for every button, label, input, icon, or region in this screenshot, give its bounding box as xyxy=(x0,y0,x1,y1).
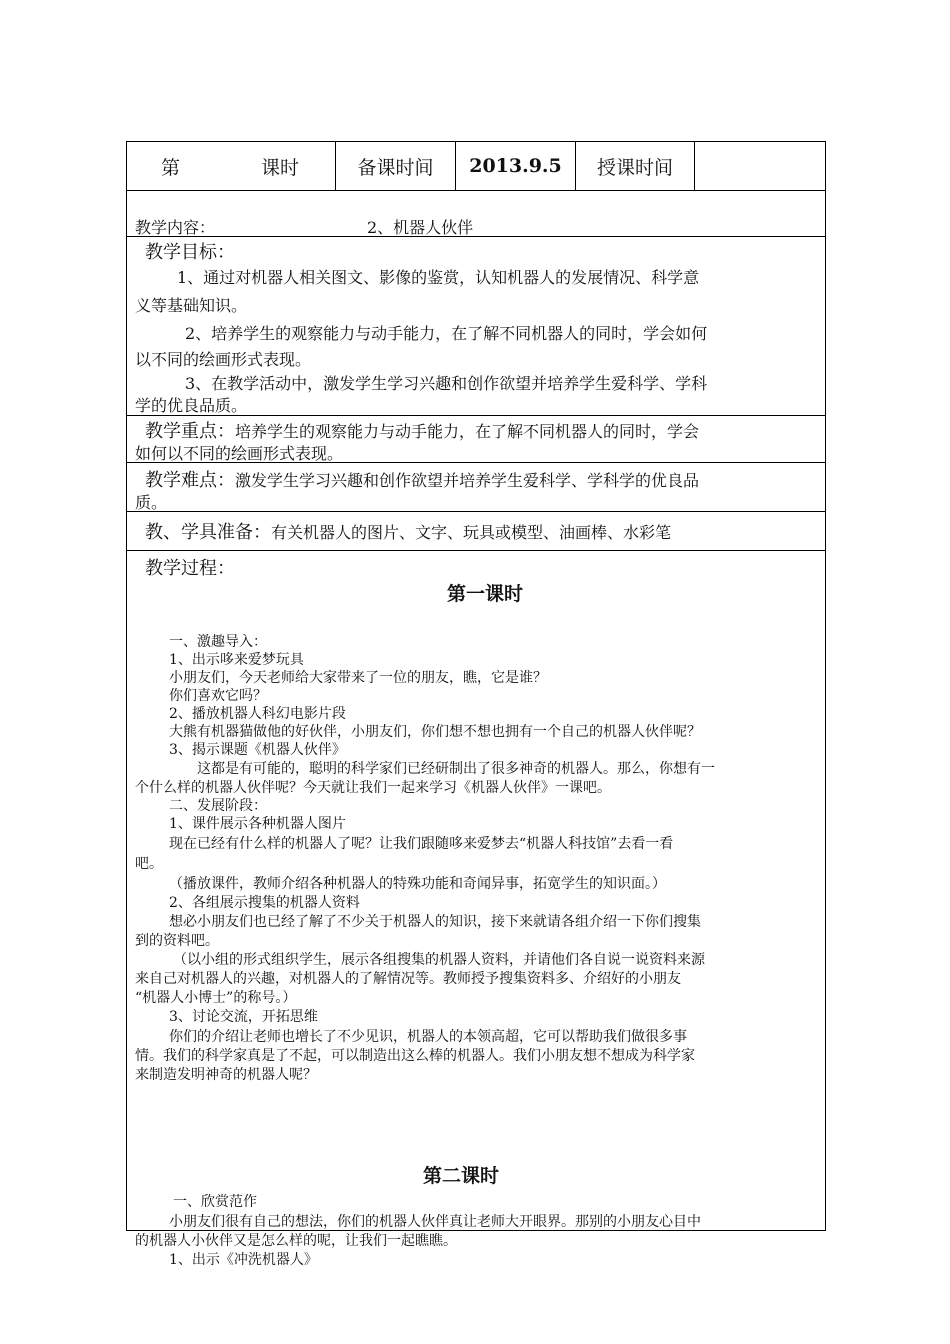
process-line: 小朋友们，今天老师给大家带来了一位的朋友，瞧，它是谁？ xyxy=(169,670,547,686)
process-line: 来自己对机器人的兴趣，对机器人的了解情况等。教师授予搜集资料多、介绍好的小朋友 xyxy=(135,971,681,987)
objectives-heading: 教学目标： xyxy=(145,242,235,263)
key-points-line xyxy=(145,417,699,443)
process-line: 你们喜欢它吗？ xyxy=(169,688,267,704)
process-line: 1、课件展示各种机器人图片 xyxy=(169,816,346,832)
lesson2-title: 第二课时 xyxy=(423,1165,500,1187)
process-line: 1、出示《冲洗机器人》 xyxy=(169,1252,318,1268)
process-line: 你们的介绍让老师也增长了不少见识，机器人的本领高超，它可以帮助我们做很多事 xyxy=(169,1029,687,1045)
process-line: 这都是有可能的，聪明的科学家们已经研制出了很多神奇的机器人。那么，你想有一 xyxy=(197,761,715,777)
objective-line: 学的优良品质。 xyxy=(135,396,248,415)
process-line: 一、欣赏范作 xyxy=(173,1194,257,1210)
period-cell xyxy=(127,142,336,190)
prep-time-value: 2013.9.5 xyxy=(469,155,562,177)
process-line: 一、激趣导入： xyxy=(169,634,267,650)
process-line: 吧。 xyxy=(135,856,163,872)
objective-line: 以不同的绘画形式表现。 xyxy=(135,350,312,369)
process-line: 3、揭示课题《机器人伙伴》 xyxy=(169,742,346,758)
process-line: 现在已经有什么样的机器人了呢？让我们跟随哆来爱梦去“机器人科技馆”去看一看 xyxy=(169,836,674,852)
prep-time-label: 备课时间 xyxy=(357,156,434,179)
period-label: 第 xyxy=(161,156,181,179)
difficulties-text: 激发学生学习兴趣和创作欲望并培养学生爱科学、学科学的优良品 xyxy=(235,471,700,490)
process-line: 个什么样的机器人伙伴呢？今天就让我们一起来学习《机器人伙伴》一课吧。 xyxy=(135,780,611,796)
prep-time-label-cell xyxy=(336,142,456,190)
process-line: 的机器人小伙伴又是怎么样的呢，让我们一起瞧瞧。 xyxy=(135,1233,457,1249)
process-line: 到的资料吧。 xyxy=(135,933,219,949)
key-points-text-2: 如何以不同的绘画形式表现。 xyxy=(135,444,344,463)
lesson-plan-table xyxy=(126,141,826,1268)
process-line: 情。我们的科学家真是了不起，可以制造出这么棒的机器人。我们小朋友想不想成为科学家 xyxy=(135,1048,695,1064)
materials-line xyxy=(145,518,671,544)
objective-line: 义等基础知识。 xyxy=(135,296,248,315)
process-line: 二、发展阶段： xyxy=(169,798,267,814)
process-line: 1、出示哆来爱梦玩具 xyxy=(169,652,304,668)
materials-heading: 教、学具准备： xyxy=(145,522,271,543)
materials-row xyxy=(127,512,825,551)
teach-time-label: 授课时间 xyxy=(596,156,673,179)
objectives-row xyxy=(127,237,825,416)
process-line: “机器人小博士”的称号。） xyxy=(135,990,297,1006)
process-line: 2、播放机器人科幻电影片段 xyxy=(169,706,346,722)
process-line: 3、讨论交流，开拓思维 xyxy=(169,1009,318,1025)
teach-time-value-cell xyxy=(695,142,825,190)
key-points-row xyxy=(127,416,825,463)
difficulties-heading: 教学难点： xyxy=(145,470,235,491)
teach-time-label-cell xyxy=(576,142,695,190)
lesson1-title: 第一课时 xyxy=(447,583,524,605)
process-line: （播放课件，教师介绍各种机器人的特殊功能和奇闻异事，拓宽学生的知识面。） xyxy=(169,876,666,892)
process-line: 来制造发明神奇的机器人呢？ xyxy=(135,1067,317,1083)
difficulties-line xyxy=(145,466,699,492)
process-line: 想必小朋友们也已经了解了不少关于机器人的知识，接下来就请各组介绍一下你们搜集 xyxy=(169,914,701,930)
process-heading: 教学过程： xyxy=(145,558,235,579)
objective-line: 1、通过对机器人相关图文、影像的鉴赏，认知机器人的发展情况、科学意 xyxy=(177,268,700,287)
process-line: 2、各组展示搜集的机器人资料 xyxy=(169,895,360,911)
prep-time-value-cell xyxy=(456,142,576,190)
process-line: 大熊有机器猫做他的好伙伴，小朋友们，你们想不想也拥有一个自己的机器人伙伴呢？ xyxy=(169,724,701,740)
process-line: （以小组的形式组织学生，展示各组搜集的机器人资料，并请他们各自说一说资料来源 xyxy=(173,952,705,968)
content-label: 教学内容： xyxy=(135,218,216,237)
process-row xyxy=(127,551,825,1268)
materials-value: 有关机器人的图片、文字、玩具或模型、油画棒、水彩笔 xyxy=(271,523,672,542)
content-value: 2、机器人伙伴 xyxy=(367,218,474,237)
key-points-text: 培养学生的观察能力与动手能力，在了解不同机器人的同时，学会 xyxy=(235,422,700,441)
difficulties-row xyxy=(127,463,825,512)
objective-line: 3、在教学活动中，激发学生学习兴趣和创作欲望并培养学生爱科学、学科 xyxy=(185,374,708,393)
content-row xyxy=(127,191,825,237)
key-points-heading: 教学重点： xyxy=(145,421,235,442)
difficulties-text-2: 质。 xyxy=(135,493,168,512)
process-line: 小朋友们很有自己的想法，你们的机器人伙伴真让老师大开眼界。那别的小朋友心目中 xyxy=(169,1214,701,1230)
header-row xyxy=(127,142,825,191)
objective-line: 2、培养学生的观察能力与动手能力，在了解不同机器人的同时，学会如何 xyxy=(185,324,708,343)
period-suffix: 课时 xyxy=(261,156,300,179)
